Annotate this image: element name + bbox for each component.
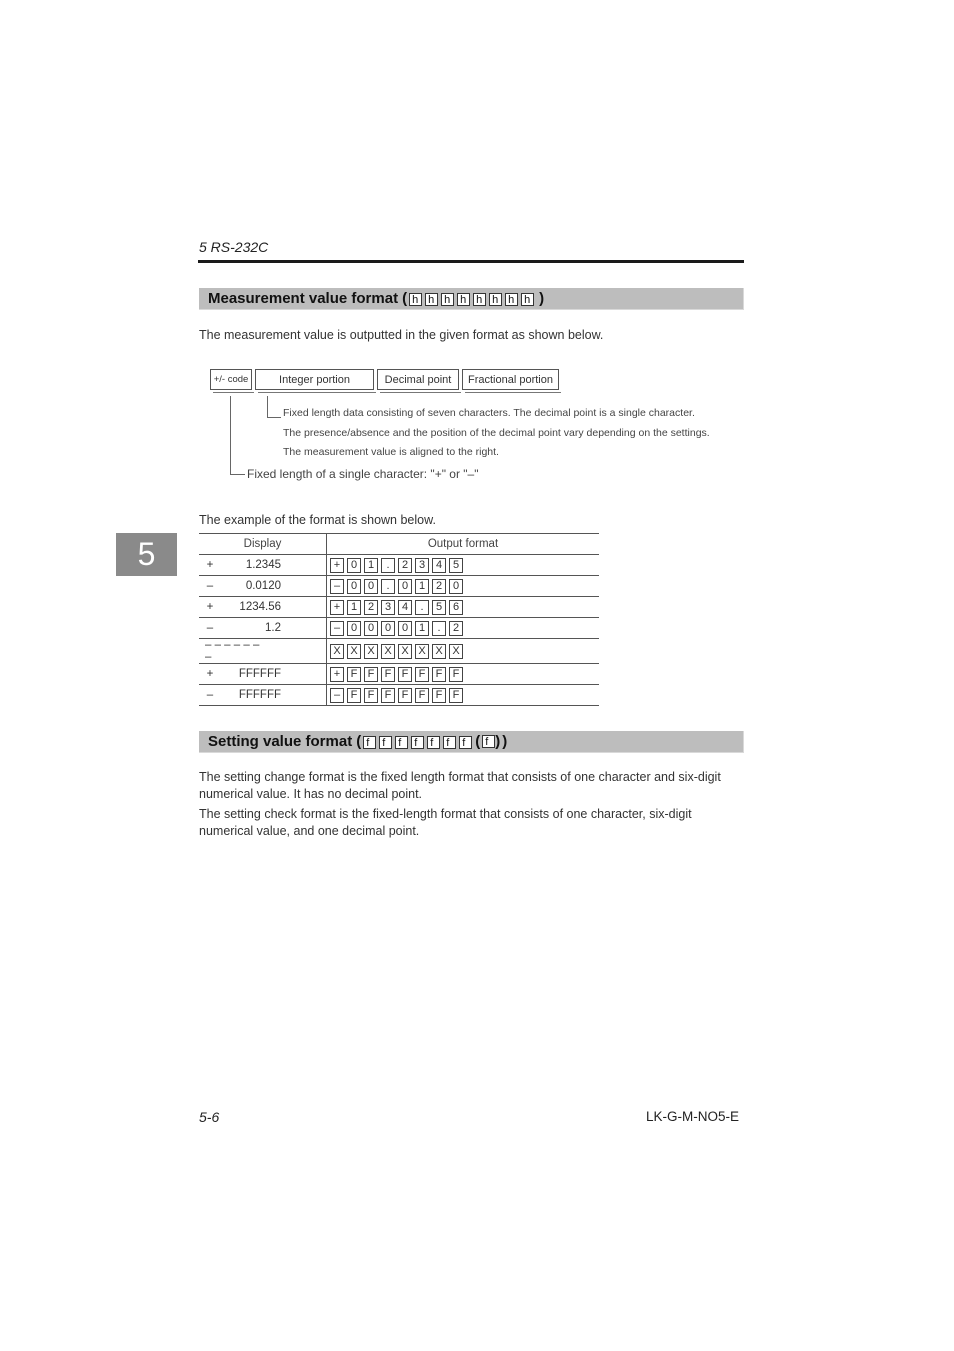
table-row <box>199 597 599 618</box>
output-char-box: 1 <box>415 579 429 594</box>
code-char-box: h <box>441 293 454 306</box>
display-value: 1234.56 <box>239 601 281 613</box>
output-char-box: X <box>415 644 429 659</box>
display-value: 1.2 <box>265 622 281 634</box>
code-char-box: h <box>505 293 518 306</box>
section-title: Measurement value format <box>208 290 399 307</box>
code-char-box: h <box>489 293 502 306</box>
setting-check-text: The setting check format is the fixed-length format that consists of one character, six-digit numerical value, and one decimal point. <box>199 807 692 838</box>
output-cell <box>327 597 600 618</box>
output-char-box: F <box>398 688 412 703</box>
page-number: 5-6 <box>199 1109 220 1125</box>
output-char-box: . <box>381 558 395 573</box>
open-paren: ( <box>356 733 362 750</box>
document-code: LK-G-M-NO5-E <box>646 1109 740 1124</box>
output-char-box: 0 <box>381 621 395 636</box>
sign-code-box: +/- code <box>210 369 252 390</box>
output-char-box: F <box>347 667 361 682</box>
display-sign: – <box>206 689 214 701</box>
output-char-box: – <box>330 688 344 703</box>
code-char-box: h <box>409 293 422 306</box>
output-char-box: F <box>432 688 446 703</box>
section-measurement-format-heading <box>199 288 744 310</box>
display-cell <box>199 597 327 618</box>
example-intro-text: The example of the format is shown below. <box>199 513 436 527</box>
output-char-box: 3 <box>381 600 395 615</box>
display-value: 1.2345 <box>245 559 281 571</box>
code-char-box: f <box>443 736 456 749</box>
display-sign: – <box>206 622 214 634</box>
optional-code-char-box: f <box>482 735 495 748</box>
code-char-box: h <box>473 293 486 306</box>
output-char-box: 5 <box>432 600 446 615</box>
output-cell <box>327 664 600 685</box>
output-char-box: F <box>347 688 361 703</box>
code-char-box: f <box>459 736 472 749</box>
display-cell <box>199 685 327 706</box>
display-value: FFFFFF <box>238 689 281 701</box>
output-char-box: X <box>381 644 395 659</box>
code-char-box: f <box>411 736 424 749</box>
output-char-box: 0 <box>398 621 412 636</box>
output-char-box: 0 <box>347 579 361 594</box>
table-row <box>199 576 599 597</box>
output-char-box: F <box>415 688 429 703</box>
display-value: FFFFFF <box>238 668 281 680</box>
output-char-box: – <box>330 579 344 594</box>
output-char-box: X <box>432 644 446 659</box>
optional-close-paren: ) <box>495 733 501 750</box>
output-char-box: F <box>415 667 429 682</box>
code-char-box: f <box>363 736 376 749</box>
integer-portion-box: Integer portion <box>255 369 374 390</box>
column-header-display: Display <box>199 534 327 555</box>
output-char-box: 0 <box>364 621 378 636</box>
output-char-box: 3 <box>415 558 429 573</box>
output-char-box: 0 <box>347 558 361 573</box>
output-char-box: F <box>381 688 395 703</box>
code-char-box: f <box>427 736 440 749</box>
output-char-box: F <box>449 688 463 703</box>
table-row <box>199 555 599 576</box>
output-char-box: 1 <box>415 621 429 636</box>
output-char-box: . <box>432 621 446 636</box>
output-char-box: F <box>449 667 463 682</box>
display-cell <box>199 555 327 576</box>
chapter-heading: 5 RS-232C <box>199 239 269 255</box>
sign-note: Fixed length of a single character: "+" or "–" <box>247 467 479 481</box>
output-char-box: F <box>381 667 395 682</box>
bracket-line <box>267 396 268 418</box>
output-char-box: . <box>415 600 429 615</box>
diagram-note: Fixed length data consisting of seven characters. The decimal point is a single character. <box>283 407 695 419</box>
output-char-box: + <box>330 600 344 615</box>
format-example-table <box>199 533 599 706</box>
output-char-box: F <box>432 667 446 682</box>
optional-open-paren: ( <box>475 733 481 750</box>
output-cell <box>327 576 600 597</box>
output-cell <box>327 685 600 706</box>
output-char-box: . <box>381 579 395 594</box>
output-char-box: 6 <box>449 600 463 615</box>
output-char-box: 1 <box>364 558 378 573</box>
table-row <box>199 664 599 685</box>
code-char-box: f <box>395 736 408 749</box>
output-char-box: F <box>398 667 412 682</box>
output-char-box: 4 <box>398 600 412 615</box>
output-char-box: 2 <box>364 600 378 615</box>
output-char-box: F <box>364 667 378 682</box>
output-char-box: 0 <box>347 621 361 636</box>
measurement-intro-text: The measurement value is outputted in the given format as shown below. <box>199 328 604 342</box>
output-cell <box>327 555 600 576</box>
output-char-box: X <box>347 644 361 659</box>
output-char-box: 2 <box>449 621 463 636</box>
output-char-box: – <box>330 621 344 636</box>
close-paren: ) <box>502 733 508 750</box>
display-sign: + <box>206 668 214 680</box>
output-char-box: 4 <box>432 558 446 573</box>
code-char-box: h <box>457 293 470 306</box>
output-cell <box>327 639 600 664</box>
output-char-box: X <box>364 644 378 659</box>
output-char-box: 0 <box>364 579 378 594</box>
fractional-portion-box: Fractional portion <box>462 369 559 390</box>
display-sign: + <box>206 601 214 613</box>
display-cell <box>199 639 327 664</box>
setting-change-text: The setting change format is the fixed length format that consists of one character and six-digit numerical value. It has no decimal point. <box>199 770 721 801</box>
output-char-box: F <box>364 688 378 703</box>
output-char-box: 0 <box>449 579 463 594</box>
output-char-box: X <box>398 644 412 659</box>
display-cell <box>199 664 327 685</box>
table-row <box>199 639 599 664</box>
output-cell <box>327 618 600 639</box>
column-header-output: Output format <box>327 534 600 555</box>
bracket-line <box>230 396 231 475</box>
code-char-box: f <box>379 736 392 749</box>
bracket-line <box>230 474 245 475</box>
section-setting-format-heading <box>199 731 744 753</box>
chapter-tab: 5 <box>116 533 177 576</box>
header-rule <box>198 260 744 263</box>
output-char-box: 2 <box>432 579 446 594</box>
display-sign: + <box>206 559 214 571</box>
output-char-box: + <box>330 558 344 573</box>
table-row <box>199 685 599 706</box>
display-cell <box>199 618 327 639</box>
code-char-boxes <box>363 733 475 750</box>
output-char-box: 2 <box>398 558 412 573</box>
code-char-box: h <box>521 293 534 306</box>
bracket-line <box>267 417 281 418</box>
output-char-box: 1 <box>347 600 361 615</box>
output-char-box: + <box>330 667 344 682</box>
code-char-box: h <box>425 293 438 306</box>
section-title: Setting value format <box>208 733 353 750</box>
display-value: 0.0120 <box>245 580 281 592</box>
output-char-box: 0 <box>398 579 412 594</box>
diagram-note: The measurement value is aligned to the right. <box>283 446 499 458</box>
output-char-box: X <box>449 644 463 659</box>
table-row <box>199 618 599 639</box>
display-cell <box>199 576 327 597</box>
display-sign: – – – – – – – <box>205 639 260 663</box>
output-char-box: X <box>330 644 344 659</box>
open-paren: ( <box>402 290 408 307</box>
close-paren: ) <box>539 290 545 307</box>
output-char-box: 5 <box>449 558 463 573</box>
code-char-boxes <box>409 290 537 307</box>
decimal-point-box: Decimal point <box>377 369 459 390</box>
diagram-note: The presence/absence and the position of the decimal point vary depending on the settings. <box>283 427 710 439</box>
display-sign: – <box>206 580 214 592</box>
